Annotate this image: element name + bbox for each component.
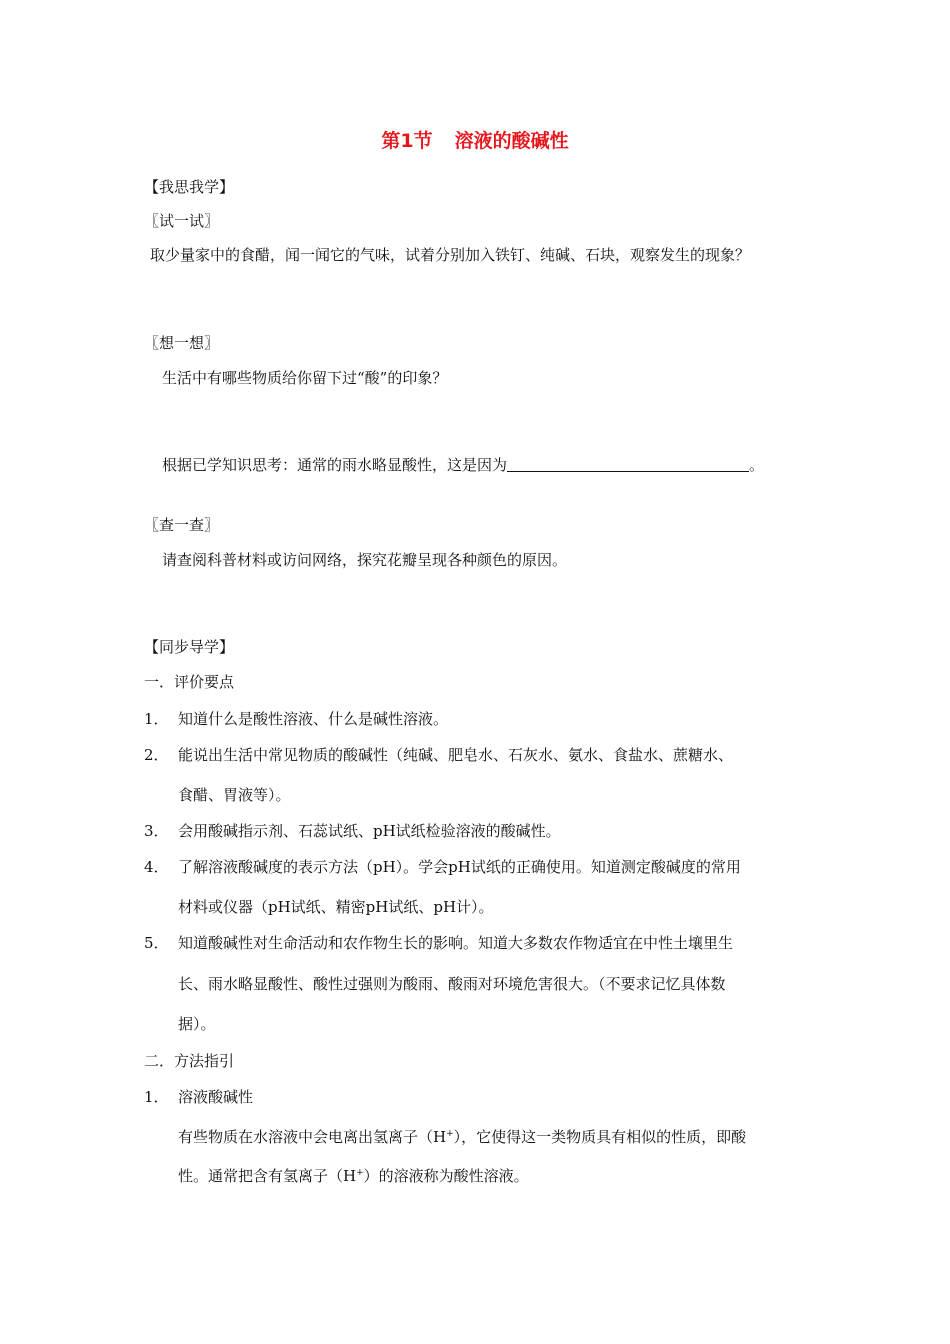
paragraph-line: 性。通常把含有氢离子（H+）的溶液称为酸性溶液。	[178, 1167, 529, 1185]
section-header-think-learn: 【我思我学】	[144, 178, 235, 196]
part2-label: 二．方法指引	[144, 1052, 235, 1070]
list-item-continuation: 食醋、胃液等）。	[178, 786, 291, 804]
list-item-continuation: 材料或仪器（pH试纸、精密pH试纸、pH计）。	[178, 898, 494, 916]
list-item-continuation: 据）。	[178, 1015, 216, 1033]
list-item: 4． 了解溶液酸碱度的表示方法（pH）。学会pH试纸的正确使用。知道测定酸碱度的常用	[144, 858, 741, 876]
think-text: 生活中有哪些物质给你留下过“酸”的印象？	[162, 369, 448, 387]
part1-label: 一．评价要点	[144, 673, 235, 691]
fill-in-question	[162, 455, 764, 475]
section-number: 第1节	[381, 130, 433, 152]
answer-blank[interactable]	[507, 455, 749, 472]
fill-in-prefix: 根据已学知识思考：通常的雨水略显酸性，这是因为	[162, 456, 508, 474]
try-label: 〖试一试〗	[144, 212, 220, 230]
list-item: 1． 溶液酸碱性	[144, 1088, 254, 1106]
section-header-sync: 【同步导学】	[144, 638, 235, 656]
fill-in-suffix: 。	[749, 456, 765, 474]
try-text: 取少量家中的食醋，闻一闻它的气味，试着分别加入铁钉、纯碱、石块，观察发生的现象？	[150, 246, 751, 264]
list-item-continuation: 长、雨水略显酸性、酸性过强则为酸雨、酸雨对环境危害很大。（不要求记忆具体数	[178, 975, 726, 993]
paragraph-line: 有些物质在水溶液中会电离出氢离子（H+），它使得这一类物质具有相似的性质，即酸	[178, 1128, 747, 1146]
page-title	[0, 126, 950, 153]
lookup-text: 请查阅科普材料或访问网络，探究花瓣呈现各种颜色的原因。	[162, 551, 568, 569]
list-item: 2． 能说出生活中常见物质的酸碱性（纯碱、肥皂水、石灰水、氨水、食盐水、蔗糖水、	[144, 746, 734, 764]
lookup-label: 〖查一查〗	[144, 516, 220, 534]
list-item: 1． 知道什么是酸性溶液、什么是碱性溶液。	[144, 710, 449, 728]
section-topic: 溶液的酸碱性	[454, 130, 569, 152]
think-label: 〖想一想〗	[144, 334, 220, 352]
ion-charge: +	[446, 1129, 454, 1139]
list-item: 5． 知道酸碱性对生命活动和农作物生长的影响。知道大多数农作物适宜在中性土壤里生	[144, 934, 734, 952]
ion-charge: +	[356, 1168, 364, 1178]
list-item: 3． 会用酸碱指示剂、石蕊试纸、pH试纸检验溶液的酸碱性。	[144, 822, 561, 840]
